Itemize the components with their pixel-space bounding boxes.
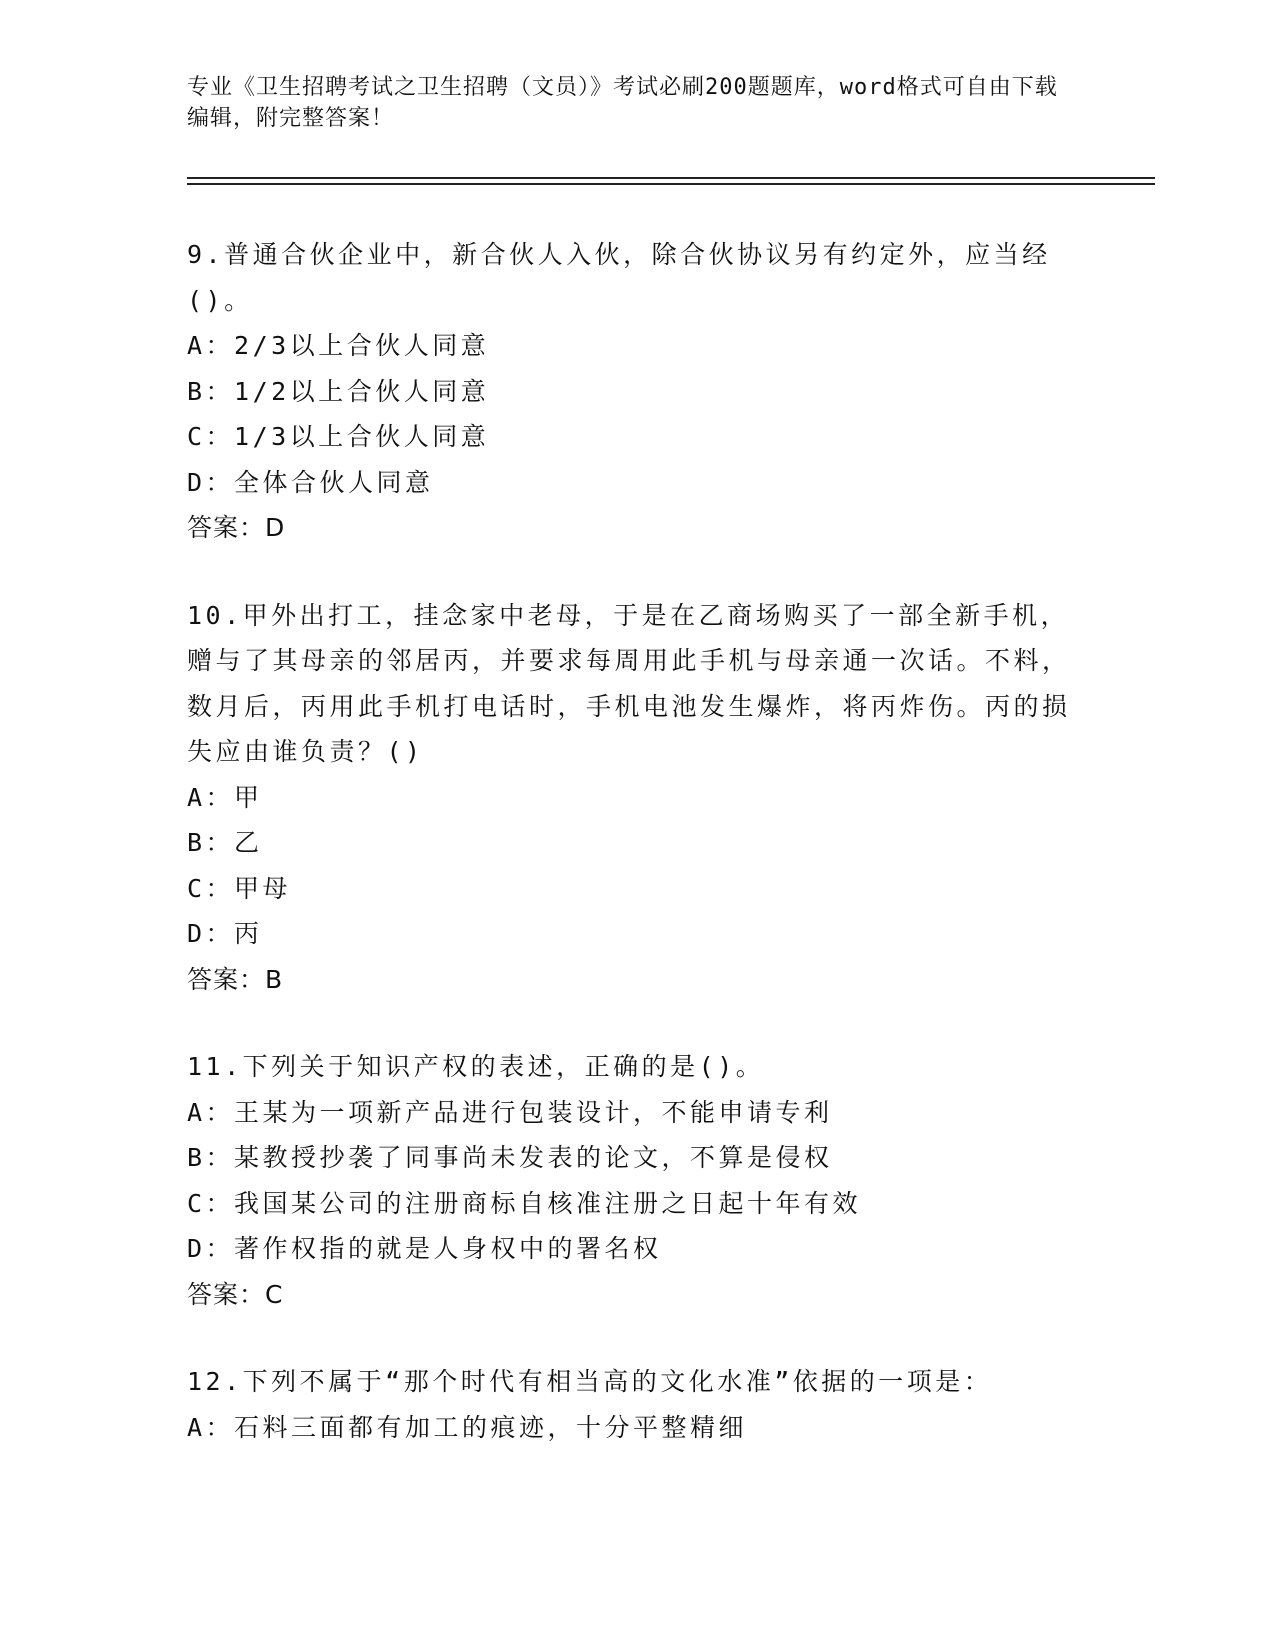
header-divider-top [187, 177, 1155, 179]
question-10 [187, 593, 1087, 1003]
question-stem: 10.甲外出打工，挂念家中老母，于是在乙商场购买了一部全新手机，赠与了其母亲的邻居丙，并要求每周用此手机与母亲通一次话。不料，数月后，丙用此手机打电话时，手机电池发生爆炸，将丙炸伤。丙的损失应由谁负责？() [187, 600, 1071, 766]
question-stem: 11.下列关于知识产权的表述，正确的是()。 [187, 1052, 765, 1081]
option-d: D：全体合伙人同意 [187, 467, 434, 497]
option-c: C：1/3以上合伙人同意 [187, 422, 490, 451]
header-divider-bottom [187, 183, 1155, 185]
question-list [187, 232, 1087, 1492]
option-c: C：我国某公司的注册商标自核准注册之日起十年有效 [187, 1188, 862, 1218]
answer: 答案：B [187, 964, 284, 994]
option-a: A：2/3以上合伙人同意 [187, 331, 490, 360]
option-b: B：乙 [187, 828, 263, 857]
document-header: 专业《卫生招聘考试之卫生招聘（文员）》考试必刷200题题库，word格式可自由下载编辑，附完整答案！ [187, 75, 1058, 131]
option-b: B：1/2以上合伙人同意 [187, 376, 490, 406]
option-a: A：甲 [187, 782, 263, 812]
question-stem: 9.普通合伙企业中，新合伙人入伙，除合伙协议另有约定外，应当经()。 [187, 240, 1051, 315]
option-c: C：甲母 [187, 873, 292, 903]
option-a: A：王某为一项新产品进行包装设计，不能申请专利 [187, 1097, 833, 1127]
option-d: D：丙 [187, 919, 263, 948]
question-9 [187, 232, 1087, 551]
option-b: B：某教授抄袭了同事尚未发表的论文，不算是侵权 [187, 1143, 833, 1172]
answer: 答案：C [187, 1279, 284, 1309]
question-12 [187, 1359, 1087, 1450]
question-stem: 12.下列不属于“那个时代有相当高的文化水准”依据的一项是： [187, 1367, 993, 1396]
option-d: D：著作权指的就是人身权中的署名权 [187, 1234, 662, 1263]
question-11 [187, 1044, 1087, 1317]
option-a: A：石料三面都有加工的痕迹，十分平整精细 [187, 1412, 748, 1442]
answer: 答案：D [187, 513, 286, 542]
